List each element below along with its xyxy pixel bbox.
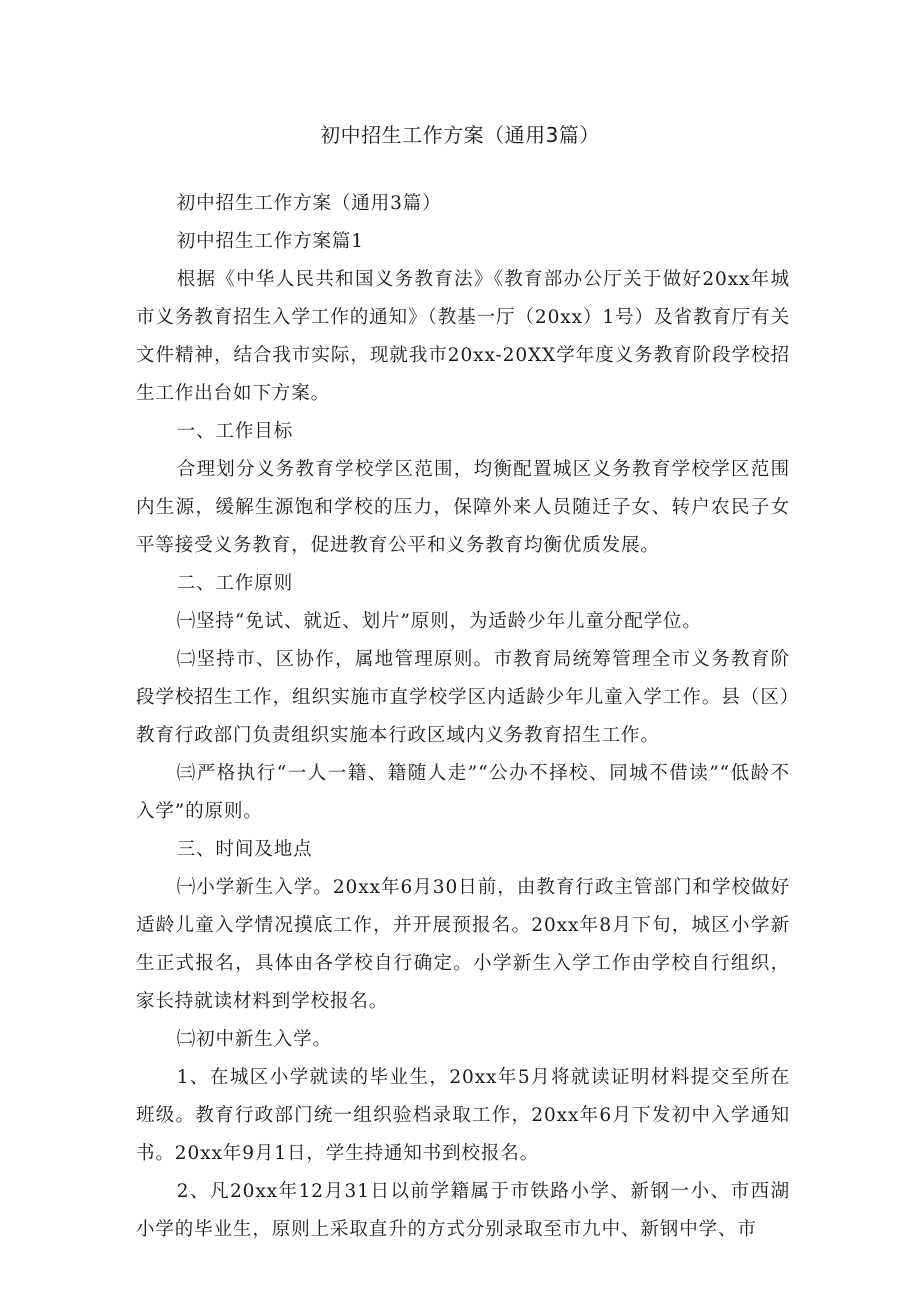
heading-work-principles: 二、工作原则: [176, 573, 294, 594]
heading-time-and-place: 三、时间及地点: [176, 839, 313, 860]
paragraph-junior-item-2: 2、凡20xx年12月31日以前学籍属于市铁路小学、新钢一小、市西湖小学的毕业生，原则上采取直升的方式分别录取至市九中、新钢中学、市: [136, 1181, 790, 1240]
paragraph-junior-enrollment: ㈡初中新生入学。: [176, 1029, 332, 1050]
paragraph-principle-3: ㈢严格执行“一人一籍、籍随人走”“公办不择校、同城不借读”“低龄不入学”的原则。: [136, 763, 790, 822]
document-title: 初中招生工作方案（通用3篇）: [320, 123, 600, 147]
paragraph-subtitle: 初中招生工作方案（通用3篇）: [176, 193, 442, 214]
heading-work-goals: 一、工作目标: [176, 421, 294, 442]
paragraph-junior-item-1: 1、在城区小学就读的毕业生，20xx年5月将就读证明材料提交至所在班级。教育行政部门统一组织验档录取工作，20xx年6月下发初中入学通知书。20xx年9月1日，学生持通知书到校报名。: [136, 1067, 790, 1164]
paragraph-section-heading: 初中招生工作方案篇1: [176, 231, 364, 252]
document-body: [136, 185, 790, 1249]
paragraph-work-goals: 合理划分义务教育学校学区范围，均衡配置城区义务教育学校学区范围内生源，缓解生源饱和学校的压力，保障外来人员随迁子女、转户农民子女平等接受义务教育，促进教育公平和义务教育均衡优质发展。: [136, 459, 790, 556]
paragraph-principle-1: ㈠坚持“免试、就近、划片”原则，为适龄少年儿童分配学位。: [176, 611, 702, 632]
paragraph-principle-2: ㈡坚持市、区协作，属地管理原则。市教育局统筹管理全市义务教育阶段学校招生工作，组织实施市直学校学区内适龄少年儿童入学工作。县（区）教育行政部门负责组织实施本行政区域内义务教育招生工作。: [136, 649, 790, 746]
paragraph-primary-enrollment: ㈠小学新生入学。20xx年6月30日前，由教育行政主管部门和学校做好适龄儿童入学情况摸底工作，并开展预报名。20xx年8月下旬，城区小学新生正式报名，具体由各学校自行确定。小学新生入学工作由学校自行组织，家长持就读材料到学校报名。: [136, 877, 790, 1012]
paragraph-intro: 根据《中华人民共和国义务教育法》《教育部办公厅关于做好20xx年城市义务教育招生入学工作的通知》（教基一厅（20xx）1号）及省教育厅有关文件精神，结合我市实际，现就我市20xx-20XX学年度义务教育阶段学校招生工作出台如下方案。: [136, 269, 790, 404]
